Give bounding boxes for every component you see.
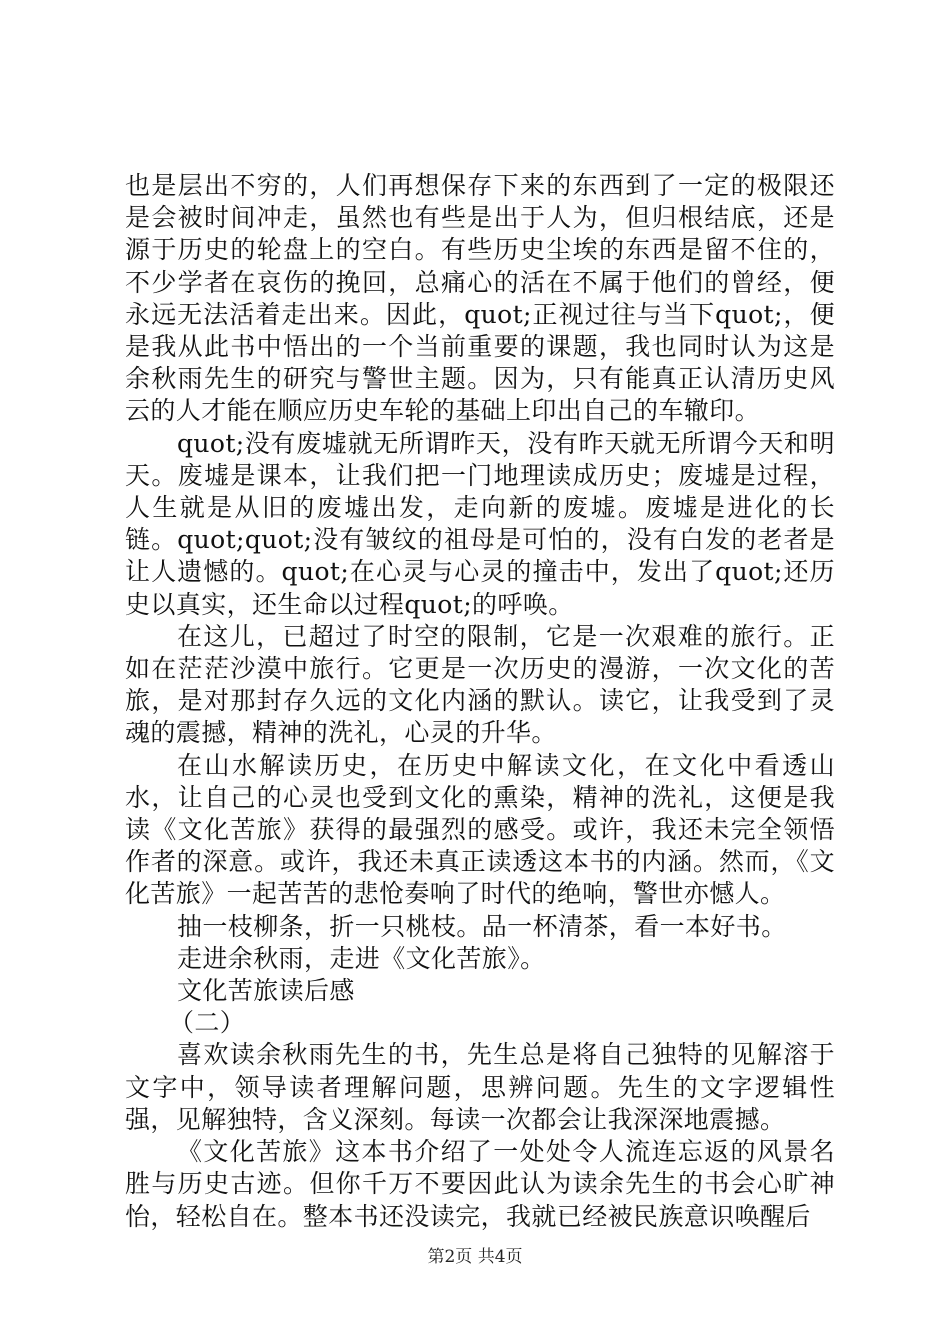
section-number: （二）: [169, 1008, 246, 1038]
paragraph-journey: 在这儿，已超过了时空的限制，它是一次艰难的旅行。正如在茫茫沙漠中旅行。它更是一次历史的漫游，一次文化的苦旅，是对那封存久远的文化内涵的默认。读它，让我受到了灵魂的震撼，精神的洗礼，心灵的升华。: [125, 621, 835, 748]
paragraph-enter-book: 走进余秋雨，走进《文化苦旅》。: [177, 943, 546, 973]
document-body: [125, 170, 835, 1233]
paragraph-book-intro: 《文化苦旅》这本书介绍了一处处令人流连忘返的风景名胜与历史古迹。但你千万不要因此认为读余先生的书会心旷神怡，轻松自在。整本书还没读完，我就已经被民族意识唤醒后: [125, 1137, 835, 1231]
page-number-footer: 第2页 共4页: [427, 1247, 523, 1267]
section-title: 文化苦旅读后感: [177, 976, 355, 1006]
paragraph-reading-feeling: 在山水解读历史，在历史中解读文化，在文化中看透山水，让自己的心灵也受到文化的熏染，精神的洗礼，这便是我读《文化苦旅》获得的最强烈的感受。或许，我还未完全领悟作者的深意。或许，我还未真正读透这本书的内涵。然而，《文化苦旅》一起苦苦的悲怆奏响了时代的绝响，警世亦憾人。: [125, 750, 835, 909]
paragraph-ruins-quote: quot;没有废墟就无所谓昨天，没有昨天就无所谓今天和明天。废墟是课本，让我们把一门地理读成历史；废墟是过程，人生就是从旧的废墟出发，走向新的废墟。废墟是进化的长链。quot;quot;没有皱纹的祖母是可怕的，没有白发的老者是让人遗憾的。quot;在心灵与心灵的撞击中，发出了quot;还历史以真实，还生命以过程quot;的呼唤。: [125, 428, 835, 619]
paragraph-continued: 也是层出不穷的，人们再想保存下来的东西到了一定的极限还是会被时间冲走，虽然也有些是出于人为，但归根结底，还是源于历史的轮盘上的空白。有些历史尘埃的东西是留不住的，不少学者在哀伤的挽回，总痛心的活在不属于他们的曾经，便永远无法活着走出来。因此，quot;正视过往与当下quot;，便是我从此书中悟出的一个当前重要的课题，我也同时认为这是余秋雨先生的研究与警世主题。因为，只有能真正认清历史风云的人才能在顺应历史车轮的基础上印出自己的车辙印。: [125, 171, 835, 426]
paragraph-like-reading: 喜欢读余秋雨先生的书，先生总是将自己独特的见解溶于文字中，领导读者理解问题，思辨问题。先生的文字逻辑性强，见解独特，含义深刻。每读一次都会让我深深地震撼。: [125, 1040, 835, 1134]
paragraph-willow: 抽一枝柳条，折一只桃枝。品一杯清茶，看一本好书。: [177, 911, 787, 941]
